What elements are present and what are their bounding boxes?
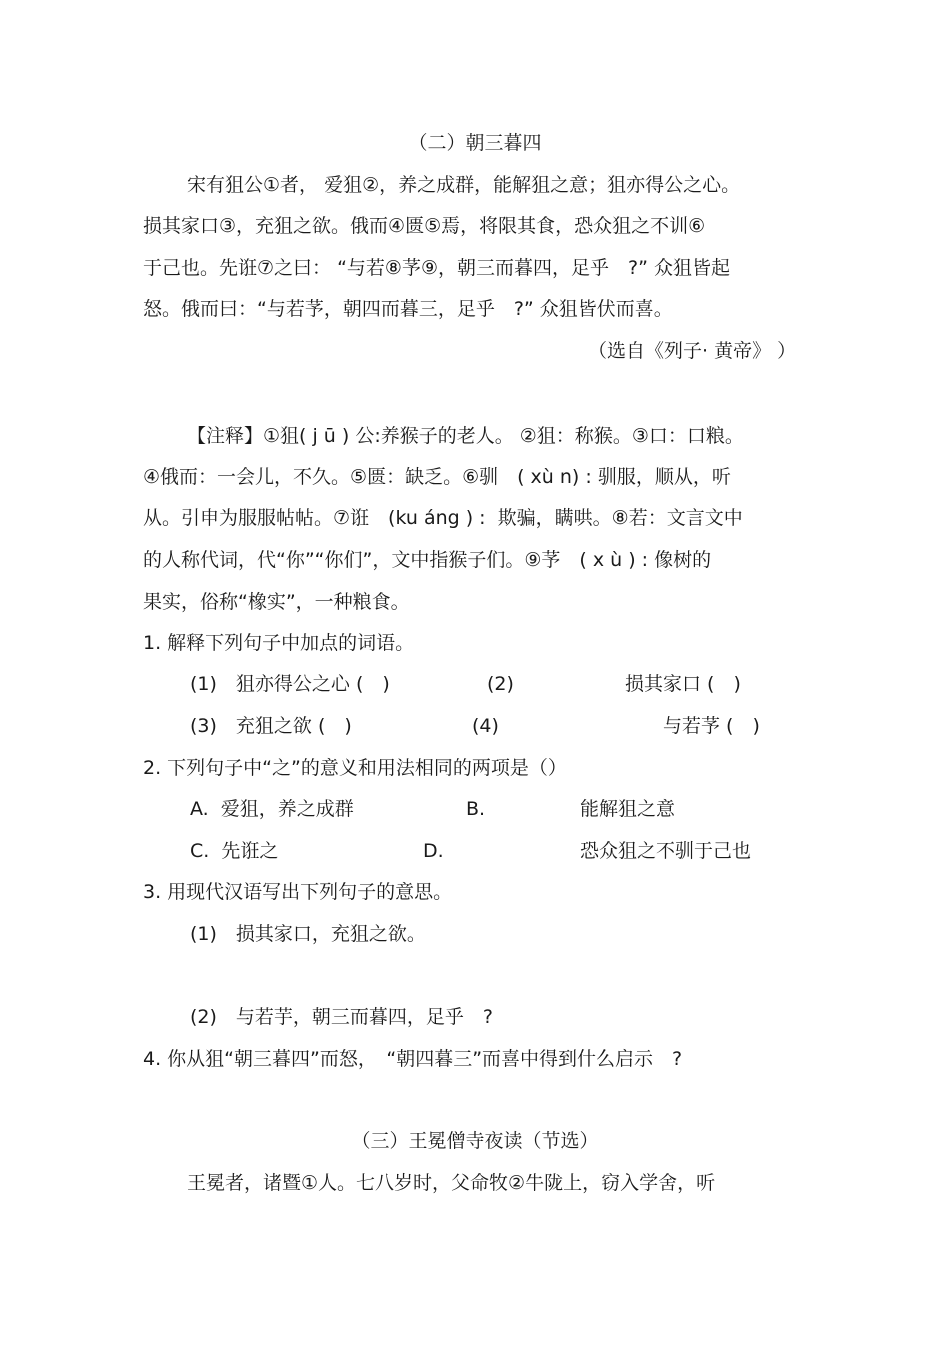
- option-b: 能解狙之意: [580, 798, 676, 820]
- passage-line: 于己也。先诳⑦之曰： “与若⑧芧⑨，朝三而暮四，足乎 ?” 众狙皆起: [143, 257, 730, 279]
- option-a: A. 爱狙，养之成群: [190, 798, 354, 820]
- passage-line: 怒。俄而曰：“与若芧，朝四而暮三，足乎 ?” 众狙皆伏而喜。: [143, 298, 673, 320]
- question-item-number: (2): [487, 673, 514, 695]
- note-line: 果实，俗称“橡实”，一种粮食。: [143, 591, 410, 613]
- question-item-number: (4): [472, 715, 499, 737]
- question-4: 4. 你从狙“朝三暮四”而怒， “朝四暮三”而喜中得到什么启示 ?: [143, 1048, 683, 1070]
- question-2: 2. 下列句子中“之”的意义和用法相同的两项是（）: [143, 757, 567, 779]
- option-c: C. 先诳之: [190, 840, 279, 862]
- passage-line: 损其家口③，充狙之欲。俄而④匮⑤焉，将限其食，恐众狙之不训⑥: [143, 215, 706, 237]
- passage-line: 宋有狙公①者， 爱狙②，养之成群，能解狙之意；狙亦得公之心。: [187, 174, 741, 196]
- section2-title: （二）朝三暮四: [408, 132, 542, 154]
- passage-line: 王冕者，诸暨①人。七八岁时，父命牧②牛陇上，窃入学舍，听: [187, 1172, 716, 1194]
- option-d-label: D.: [423, 840, 444, 862]
- question-item: 与若芧 ( ): [663, 715, 760, 737]
- note-line: ④俄而：一会儿，不久。⑤匮：缺乏。⑥驯 ( xù n) : 驯服，顺从，听: [143, 466, 731, 488]
- question-item: 损其家口 ( ): [625, 673, 741, 695]
- question-item: (1) 狙亦得公之心 ( ): [190, 673, 390, 695]
- question-3: 3. 用现代汉语写出下列句子的意思。: [143, 881, 453, 903]
- option-d: 恐众狙之不驯于己也: [580, 840, 752, 862]
- section3-title: （三）王冕僧寺夜读（节选）: [351, 1130, 599, 1152]
- note-line: 【注释】①狙( j ū ) 公:养猴子的老人。 ②狙：称猴。③口：口粮。: [187, 425, 744, 447]
- question-item: (2) 与若芋，朝三而暮四，足乎 ?: [190, 1006, 493, 1028]
- note-line: 从。引申为服服帖帖。⑦诳 (ku áng ) : 欺骗，瞒哄。⑧若：文言文中: [143, 507, 743, 529]
- question-item: (3) 充狙之欲 ( ): [190, 715, 352, 737]
- question-1: 1. 解释下列句子中加点的词语。: [143, 632, 415, 654]
- option-b-label: B.: [466, 798, 486, 820]
- question-item: (1) 损其家口，充狙之欲。: [190, 923, 426, 945]
- passage-source: （选自《列子· 黄帝》 ）: [588, 340, 797, 362]
- note-line: 的人称代词，代“你”“你们”，文中指猴子们。⑨芧 ( x ù ) : 像树的: [143, 549, 712, 571]
